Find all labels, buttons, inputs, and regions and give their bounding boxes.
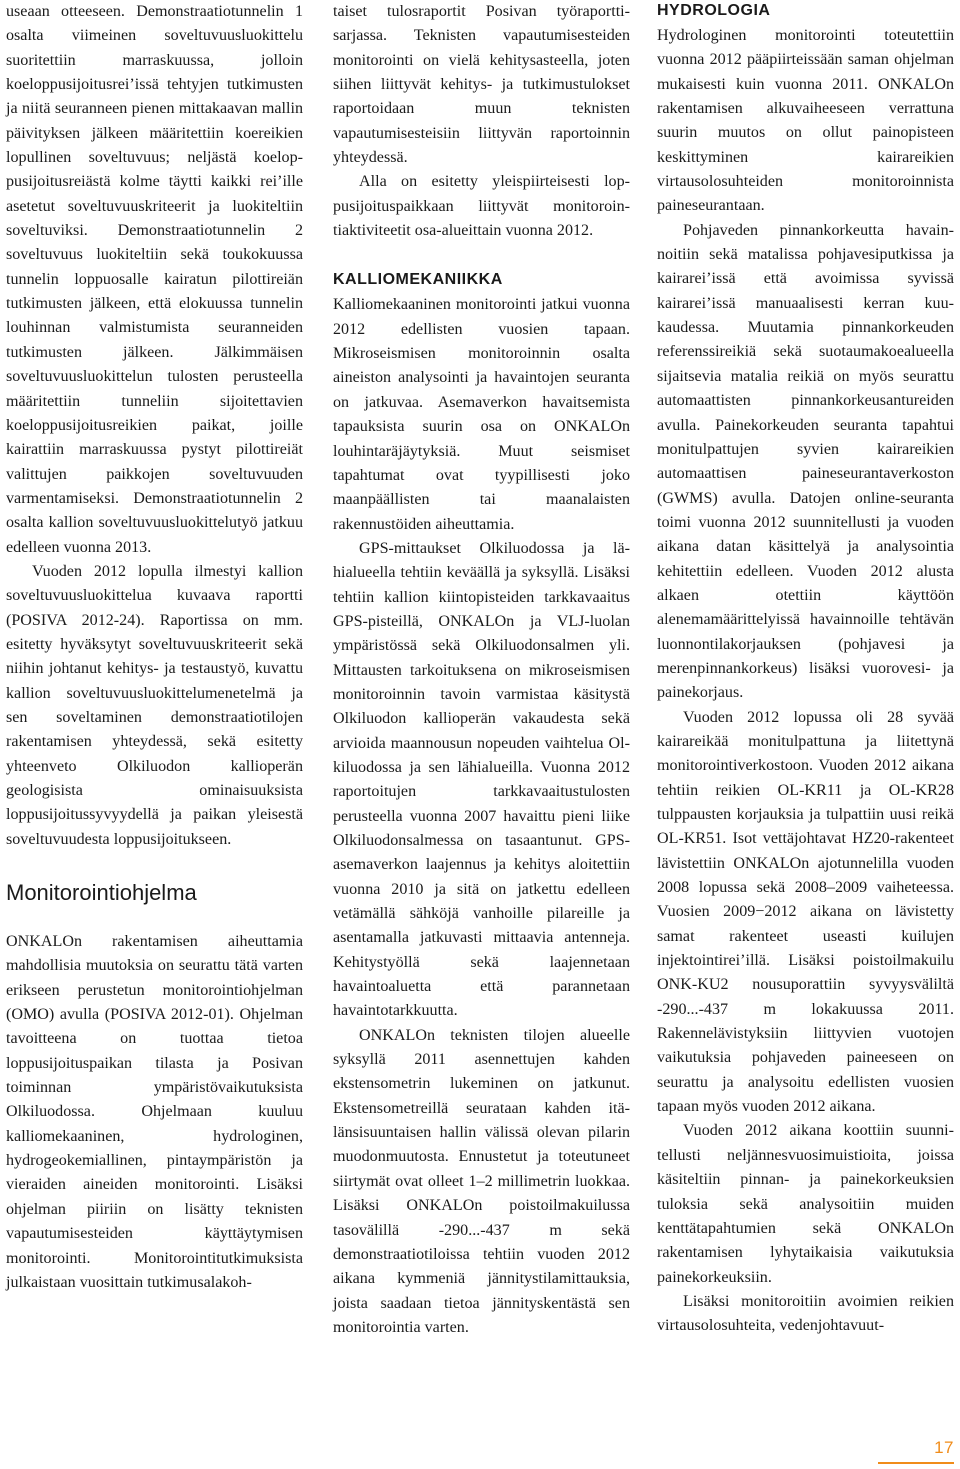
column-3 — [657, 0, 954, 1339]
paragraph: Vuoden 2012 lopulla ilmestyi kallion soveltuvuusluokittelua kuvaava raportti (POSIVA 2012-24). Raportissa on mm. esitetty hyväksytyt soveltuvuuskriteerit sekä niihin johtanut kehitys- ja testaustyö, kuvattu kallion soveltuvuusluokittelumenetelmä ja sen soveltaminen demonstraatiotilojen rakentamisen yhteydessä, sekä esitetty yhteenveto Olkiluodon kallioperän geologisista ominaisuuksista loppusijoitussyvyydellä ja paikan yleisestä soveltuvuudesta loppusijoitukseen. — [6, 562, 303, 848]
section-heading: Monitorointiohjelma — [6, 880, 197, 906]
page-number-rule — [878, 1462, 954, 1464]
paragraph: Lisäksi monitoroitiin avoimien reikien virtausolosuhteita, vedenjohtavuut- — [657, 1292, 954, 1335]
paragraph: taiset tulosraportit Posivan työraporttisarjassa. Teknisten vapautumisesteiden monitorointi on vielä kehitysasteella, joten siihen liittyvät kehitys- ja tutkimustulokset raportoidaan muun teknisten vapautumisesteisiin liittyvän raportoinnin yhteydessä. — [333, 3, 630, 167]
paragraph: useaan otteeseen. Demonstraatiotunnelin 1 osalta viimeinen soveltuvuusluokittelu suoritettiin marraskuussa, jolloin koeloppusijoitusrei’issä tehtyjen tutkimusten ja niitä seuranneen pienen mittakaavan mallin päivityksen jälkeen määritettiin koereikien lopullinen soveltuvuus; neljästä koeloppusijoitusreiästä kolme täytti kaikki rei’ille asetetut soveltuvuuskriteerit ja luokiteltiin soveltuviksi. Demonstraatiotunnelin 2 soveltuvuus luokiteltiin sekä toukokuussa tunnelin loppuosalle kairatun pilottireiän tutkimusten jälkeen, että elokuussa tunnelin louhinnan valmistumista seuranneiden tutkimusten jälkeen. Jälkimmäisen soveltuvuusluokittelun tulosten perusteella määritettiin tunneliin sijoitettavien koeloppusijoitusreikien paikat, joille kairattiin marraskuussa pystyt pilottireiät valittujen paikkojen soveltuvuuden varmentamiseksi. Demonstraatiotunnelin 2 osalta kallion soveltuvuusluokittelutyö jatkuu edelleen vuonna 2013. — [6, 3, 303, 556]
column-1 — [6, 0, 303, 1295]
column-2 — [333, 0, 630, 1340]
paragraph: Vuoden 2012 lopussa oli 28 syvää kairareikää monitulpattuna ja liitettynä monitorointiverkostoon. Vuoden 2012 aikana tehtiin reikien OL-KR11 ja OL-KR28 tulppausten korjauksia ja tulpattiin uusi reikä OL-KR51. Isot vettäjohtavat HZ20-rakenteet lävistettiin ONKALOn ajotunnelilla vuoden 2008 lopussa sekä 2008–2009 vaiheteessa. Vuosien 2009−2012 aikana on lävistetty samat rakenteet useasti kuilujen injektointirei’illä. Lisäksi poistoilmakuilu ONK-KU2 nousuporattiin syvyysväliltä -290...-437 m lokakuussa 2011. Rakennelävistyksiin liittyvien vuotojen vaikutuksia pohjaveden paineeseen on seurattu ja analysoitu edellisten vuosien tapaan myös vuoden 2012 aikana. — [657, 708, 954, 1116]
paragraph: Alla on esitetty yleispiirteisesti loppusijoituspaikkaan liittyvät monitorointiaktiviteetit osa-alueittain vuonna 2012. — [333, 173, 630, 240]
paragraph: Hydrologinen monitorointi toteutettiin vuonna 2012 pääpiirteissään saman ohjelman mukaisesti kuin vuonna 2011. ONKALOn rakentamisen alkuvaiheeseen verrattuna suurin muutos on ollut painopisteen keskittyminen kairareikien virtausolosuhteiden monitoroinnista paineseurantaan. — [657, 27, 954, 215]
paragraph: ONKALOn teknisten tilojen alueelle syksyllä 2011 asennettujen kahden ekstensometrin lukeminen on jatkunut. Ekstensometreillä seurataan kahden itä-länsisuuntaisen hallin välissä olevan pilarin muodonmuutosta. Ennustetut ja toteutuneet siirtymät ovat olleet 1–2 millimetrin luokkaa. Lisäksi ONKALOn poistoilmakuilussa tasovälillä -290...-437 m sekä demonstraatiotiloissa tehtiin vuoden 2012 aikana kymmeniä jännitystilamittauksia, joista saadaan tietoa jännityskentästä sen monitorointia varten. — [333, 1026, 630, 1336]
paragraph: GPS-mittaukset Olkiluodossa ja lähialueella tehtiin keväällä ja syksyllä. Lisäksi tehtiin kallion kiintopisteiden tarkkavaaitus GPS-pisteillä, ONKALOn ja VLJ-luolan ympäristössä sekä Olkiluodonsalmen yli. Mittausten tarkoituksena on mikroseismisen monitoroinnin tavoin varmistaa käsitystä Olkiluodon kallioperän vakaudesta sekä arvioida maannousun nopeuden vaihtelua Olkiluodossa ja sen lähialueilla. Vuonna 2012 raportoitujen tarkkavaaitustulosten perusteella vuonna 2007 havaittu pieni liike Olkiluodonsalmessa on tasaantunut. GPS-asemaverkon laajennus ja kehitys aloitettiin vuonna 2010 ja sitä on jatkettu edelleen vetämällä sähköjä vanhoille pilareille ja asentamalla jatkuvasti mittaavia antenneja. Kehitystyöllä sekä laajennetaan havaintoaluetta että parannetaan havaintotarkkuutta. — [333, 539, 630, 1020]
subsection-heading: HYDROLOGIA — [657, 2, 771, 19]
paragraph: ONKALOn rakentamisen aiheuttamia mahdollisia muutoksia on seurattu tätä varten erikseen perustetun monitorointiohjelman (OMO) avulla (POSIVA 2012-01). Ohjelman tavoitteena on tuottaa tietoa loppusijoituspaikan tilasta ja Posivan toiminnan ympäristövaikutuksista Olkiluodossa. Ohjelmaan kuuluu kalliomekaaninen, hydrologinen, hydrogeokemiallinen, pintaympäristön ja vieraiden aineiden monitorointi. Lisäksi ohjelman piiriin on lisätty teknisten vapautumisesteiden käyttäytymisen monitorointi. Monitorointitutkimuksista julkaistaan vuosittain tutkimusalakoh- — [6, 933, 303, 1291]
paragraph: Kalliomekaaninen monitorointi jatkui vuonna 2012 edellisten vuosien tapaan. Mikroseismisen monitoroinnin osalta aineiston analysointi ja havaintojen seuranta on jatkuvaa. Asemaverkon havaitsemista tapauksista suurin osa on ONKALOn louhintaräjäytyksiä. Muut seismiset tapahtumat ovat tyypillisesti joko maanpäällisten tai maanalaisten rakennustöiden aiheuttamia. — [333, 296, 630, 533]
subsection-heading: KALLIOMEKANIIKKA — [333, 271, 503, 289]
paragraph: Pohjaveden pinnankorkeutta havainnoitiin sekä matalissa pohjavesiputkissa ja kairarei’issä että avoimissa syvissä kairarei’issä manuaalisesti kerran kuukaudessa. Muutamia pinnankorkeuden referenssireikiä sekä suotaumakoealueella sijaitsevia matalia reikiä on myös seurattu automaattisten pinnankorkeusantureiden avulla. Painekorkeuden seuranta tapahtui monitulpattujen syvien kairareikien automaattisen paineseurantaverkoston (GWMS) avulla. Datojen online-seuranta toimi vuonna 2012 suunnitellusti ja vuoden aikana datan käsittelyä ja analysointia kehitettiin edelleen. Vuoden 2012 alusta alkaen otettiin käyttöön alenemamäärittelyissä havainnoille tehtävän luonnontilakorjauksen (pohjavesi ja merenpinnankorkeus) lisäksi vuorovesi- ja painekorjaus. — [657, 221, 954, 702]
paragraph: Vuoden 2012 aikana koottiin suunnitellusti neljännesvuosimuistioita, joissa käsiteltiin pinnan- ja painekorkeuksien tuloksia sekä analysoitiin muiden kenttätapahtumien sekä ONKALOn rakentamisen lyhytaikaisia vaikutuksia painekorkeuksiin. — [657, 1122, 954, 1286]
page-number: 17 — [934, 1438, 954, 1457]
